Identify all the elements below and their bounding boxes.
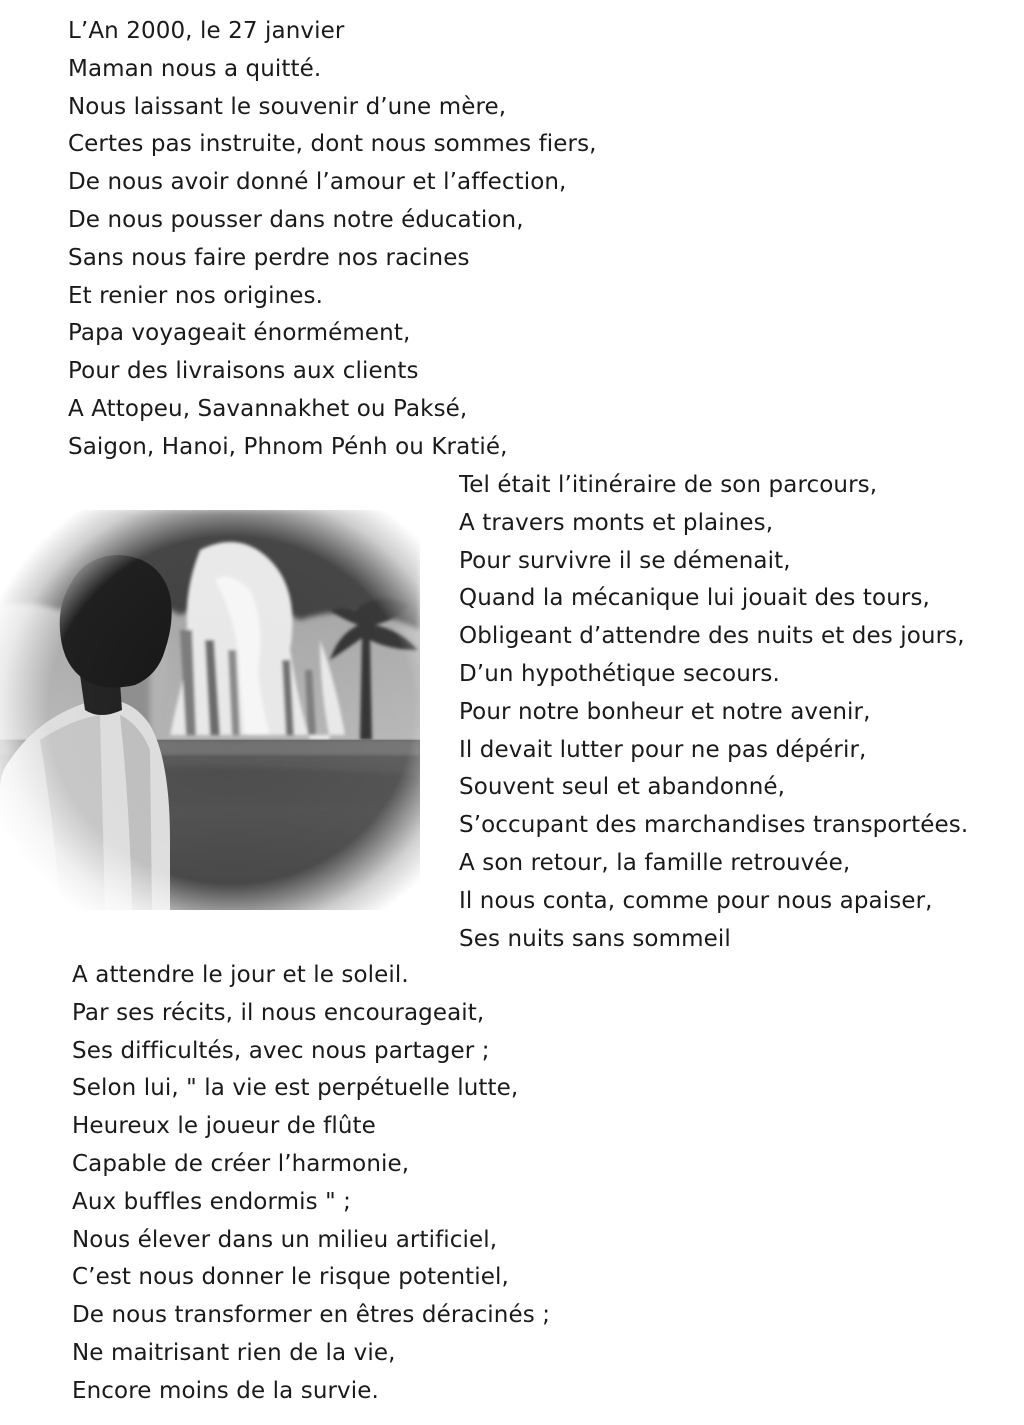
poem-line: Et renier nos origines. xyxy=(68,282,324,309)
poem-line: Nous laissant le souvenir d’une mère, xyxy=(68,93,507,120)
poem-line: Tel était l’itinéraire de son parcours, xyxy=(459,472,878,498)
poem-line: Heureux le joueur de flûte xyxy=(72,1113,376,1140)
poem-stanza-3 xyxy=(72,957,550,1411)
poem-line: Pour des livraisons aux clients xyxy=(68,358,419,385)
poem-line: Papa voyageait énormément, xyxy=(68,320,411,347)
poem-line: Selon lui, " la vie est perpétuelle lutte, xyxy=(72,1075,519,1102)
poem-line: A Attopeu, Savannakhet ou Paksé, xyxy=(68,395,468,422)
poem-line: Capable de créer l’harmonie, xyxy=(72,1150,410,1177)
poem-line: L’An 2000, le 27 janvier xyxy=(68,18,345,44)
poem-line: Sans nous faire perdre nos racines xyxy=(68,244,470,271)
poem-line: Il devait lutter pour ne pas dépérir, xyxy=(459,736,867,763)
poem-line: Pour survivre il se démenait, xyxy=(459,547,791,574)
poem-line: Quand la mécanique lui jouait des tours, xyxy=(459,585,930,612)
poem-line: Maman nous a quitté. xyxy=(68,55,322,82)
poem-line: Saigon, Hanoi, Phnom Pénh ou Kratié, xyxy=(68,433,508,460)
poem-stanza-1 xyxy=(68,13,597,467)
poem-line: De nous pousser dans notre éducation, xyxy=(68,206,524,233)
poem-line: S’occupant des marchandises transportées. xyxy=(459,812,969,839)
poem-line: A son retour, la famille retrouvée, xyxy=(459,849,851,876)
poem-line: Ses difficultés, avec nous partager ; xyxy=(72,1037,490,1064)
poem-line: Encore moins de la survie. xyxy=(72,1377,379,1404)
poem-line: Ses nuits sans sommeil xyxy=(459,925,731,952)
poem-line: Nous élever dans un milieu artificiel, xyxy=(72,1226,498,1253)
poem-line: Pour notre bonheur et notre avenir, xyxy=(459,698,871,725)
poem-line: Ne maitrisant rien de la vie, xyxy=(72,1339,396,1366)
poem-line: Il nous conta, comme pour nous apaiser, xyxy=(459,887,933,914)
poem-stanza-2 xyxy=(459,467,968,958)
poem-line: De nous transformer en êtres déracinés ; xyxy=(72,1302,551,1329)
portrait-photo-image xyxy=(0,510,420,910)
poem-line: Par ses récits, il nous encourageait, xyxy=(72,999,485,1026)
poem-line: A travers monts et plaines, xyxy=(459,509,774,536)
poem-line: Aux buffles endormis " ; xyxy=(72,1188,352,1215)
poem-line: Certes pas instruite, dont nous sommes fiers, xyxy=(68,131,597,158)
portrait-photo xyxy=(0,510,420,910)
poem-line: Souvent seul et abandonné, xyxy=(459,774,786,801)
poem-line: De nous avoir donné l’amour et l’affection, xyxy=(68,169,567,196)
poem-line: D’un hypothétique secours. xyxy=(459,660,780,687)
poem-line: A attendre le jour et le soleil. xyxy=(72,962,409,988)
poem-line: Obligeant d’attendre des nuits et des jours, xyxy=(459,623,965,650)
poem-line: C’est nous donner le risque potentiel, xyxy=(72,1264,509,1291)
